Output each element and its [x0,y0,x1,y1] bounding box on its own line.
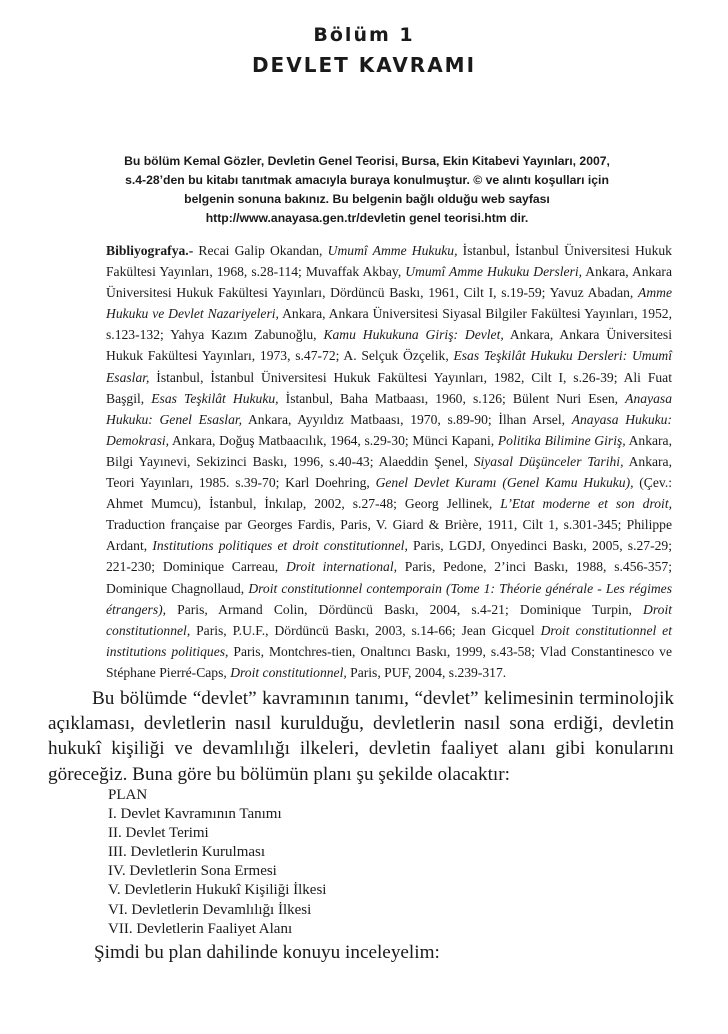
bibliography-text: Paris, Pedone, 2’inci Baskı, 1988, s.456-357; Dominique Chagnollaud, [106,559,672,596]
plan-item: II. Devlet Terimi [108,825,209,842]
bibliography-label: Bibliyografya.- [106,243,194,258]
source-note-line: s.4-28’den bu kitabı tanıtmak amacıyla buraya konulmuştur. © ve alıntı koşulları için [125,173,609,187]
bibliography-title: Droit constitutionnel contemporain (Tome 1: Théorie générale - Les régimes étrangers), [106,580,672,617]
source-note [82,152,652,228]
bibliography-title: Institutions politiques et droit constitutionnel, [152,538,408,554]
bibliography-title: Droit constitutionnel, [230,664,347,680]
bibliography-text: Ankara, Ayyıldız Matbaası, 1970, s.89-90; İlhan Arsel, [242,411,572,427]
bibliography-text: İstanbul, Baha Matbaası, 1960, s.126; Bülent Nuri Esen, [278,390,626,406]
plan-item: V. Devletlerin Hukukî Kişiliği İlkesi [108,882,327,899]
chapter-title: DEVLET KAVRAMI [251,53,477,77]
bibliography-title: Esas Teşkilât Hukuku, [151,390,279,406]
plan-item: I. Devlet Kavramının Tanımı [108,806,282,823]
bibliography-text: , Paris, P.U.F., Dördüncü Baskı, 2003, s.14-66; Jean Gicquel [186,622,541,638]
bibliography-text: Ankara, Ankara Üniversitesi Hukuk Fakültesi Yayınları, Dördüncü Baskı, 1961, Cilt I, s.19-59; Yavuz Abadan, [106,264,672,301]
bibliography-text: Ankara, Ankara Üniversitesi Hukuk Fakültesi Yayınları, 1973, s.47-72; A. Selçuk Özçelik, [106,327,672,364]
bibliography-title: Anayasa Hukuku: Genel Esaslar, [106,390,672,427]
bibliography-text: Paris, PUF, 2004, s.239-317. [346,664,507,680]
source-note-line: belgenin sonuna bakınız. Bu belgenin bağlı olduğu web sayfası [184,192,550,206]
bibliography-text: , Paris, Montchres-tien, Onaltıncı Baskı, 1999, s.43-58; Vlad Constantinesco ve Stéphane Pierré-Caps, [106,643,672,680]
bibliography-text: (Çev.: Ahmet Mumcu), İstanbul, İnkılap, 2002, s.27-48; Georg Jellinek, [106,475,672,512]
bibliography-paragraph [106,240,672,683]
bibliography-text: Paris, Armand Colin, Dördüncü Baskı, 2004, s.4-21; Dominique Turpin, [166,601,644,617]
plan-item: VII. Devletlerin Faaliyet Alanı [108,920,293,937]
source-note-line: Bu bölüm Kemal Gözler, Devletin Genel Teorisi, Bursa, Ekin Kitabevi Yayınları, 2007, [124,154,610,168]
plan-item: III. Devletlerin Kurulması [108,844,266,861]
bibliography-text: Ankara, Bilgi Yayınevi, Sekizinci Baskı, 1996, s.40-43; Alaeddin Şenel, [106,432,672,469]
bibliography-text: Ankara, Teori Yayınları, 1985. s.39-70; Karl Doehring, [106,453,672,491]
bibliography-title: Kamu Hukukuna Giriş: Devlet, [323,327,504,343]
source-note-url: http://www.anayasa.gen.tr/devletin genel teorisi.htm dir. [205,211,529,225]
bibliography-text: İstanbul, İstanbul Üniversitesi Hukuk Fakültesi Yayınları, 1968, s.28-114; Muvaffak Akbay, [106,243,672,280]
chapter-number: Bölüm 1 [313,24,415,46]
plan-item: VI. Devletlerin Devamlılığı İlkesi [108,901,312,918]
closing-line: Şimdi bu plan dahilinde konuyu inceleyelim: [94,942,440,963]
plan-list [108,786,326,939]
bibliography-title: Amme Hukuku ve Devlet Nazariyeleri, [106,285,672,322]
bibliography-title: Droit international, [285,559,398,575]
bibliography-text: Ankara, Ankara Üniversitesi Siyasal Bilgiler Fakültesi Yayınları, 1952, s.123-132; Yahya Kazım Zabunoğlu, [106,306,672,343]
plan-heading: PLAN [108,787,148,803]
bibliography-text: İstanbul, İstanbul Üniversitesi Hukuk Fakültesi Yayınları, 1982, Cilt I, s.26-39; Ali Fuat Başgil, [106,369,672,406]
bibliography-text: Recai Galip Okandan, [193,243,328,258]
bibliography-title: Anayasa Hukuku: Demokrasi, [106,411,672,448]
bibliography-title: Genel Devlet Kuramı (Genel Kamu Hukuku), [375,475,634,491]
bibliography-text: Paris, LGDJ, Onyedinci Baskı, 2005, s.27-29; 221-230; Dominique Carreau, [106,538,672,575]
bibliography-title: Siyasal Düşünceler Tarihi, [473,453,624,469]
bibliography-title: L’Etat moderne et son droit, [500,496,673,512]
bibliography-text: Traduction française par Georges Fardis, Paris, V. Giard & Brière, 1911, Cilt 1, s.301-345; Philippe Ardant, [106,517,672,554]
bibliography-title: Esas Teşkilât Hukuku Dersleri: Umumî Esaslar, [106,348,672,385]
bibliography-title: Droit constitutionnel [106,601,672,638]
bibliography-text: Ankara, Doğuş Matbaacılık, 1964, s.29-30; Münci Kapani, [169,432,498,448]
bibliography-title: Umumî Amme Hukuku Dersleri, [405,264,583,280]
intro-paragraph: Bu bölümde “devlet” kavramının tanımı, “devlet” kelimesinin terminolojik açıklaması, devletlerin nasıl kurulduğu, devletlerin nasıl sona erdiği, devletin hukukî kişiliği ve devamlılığı ilkeleri, devletin faaliyet alanı gibi konularını göreceğiz. Buna göre bu bölümün planı şu şekilde olacaktır: [48,688,674,785]
bibliography-title: Politika Bilimine Giriş, [497,432,626,448]
bibliography-title: Umumî Amme Hukuku, [327,243,458,258]
plan-item: IV. Devletlerin Sona Ermesi [108,863,277,880]
bibliography-title: Droit constitutionnel et institutions politiques [106,622,672,659]
